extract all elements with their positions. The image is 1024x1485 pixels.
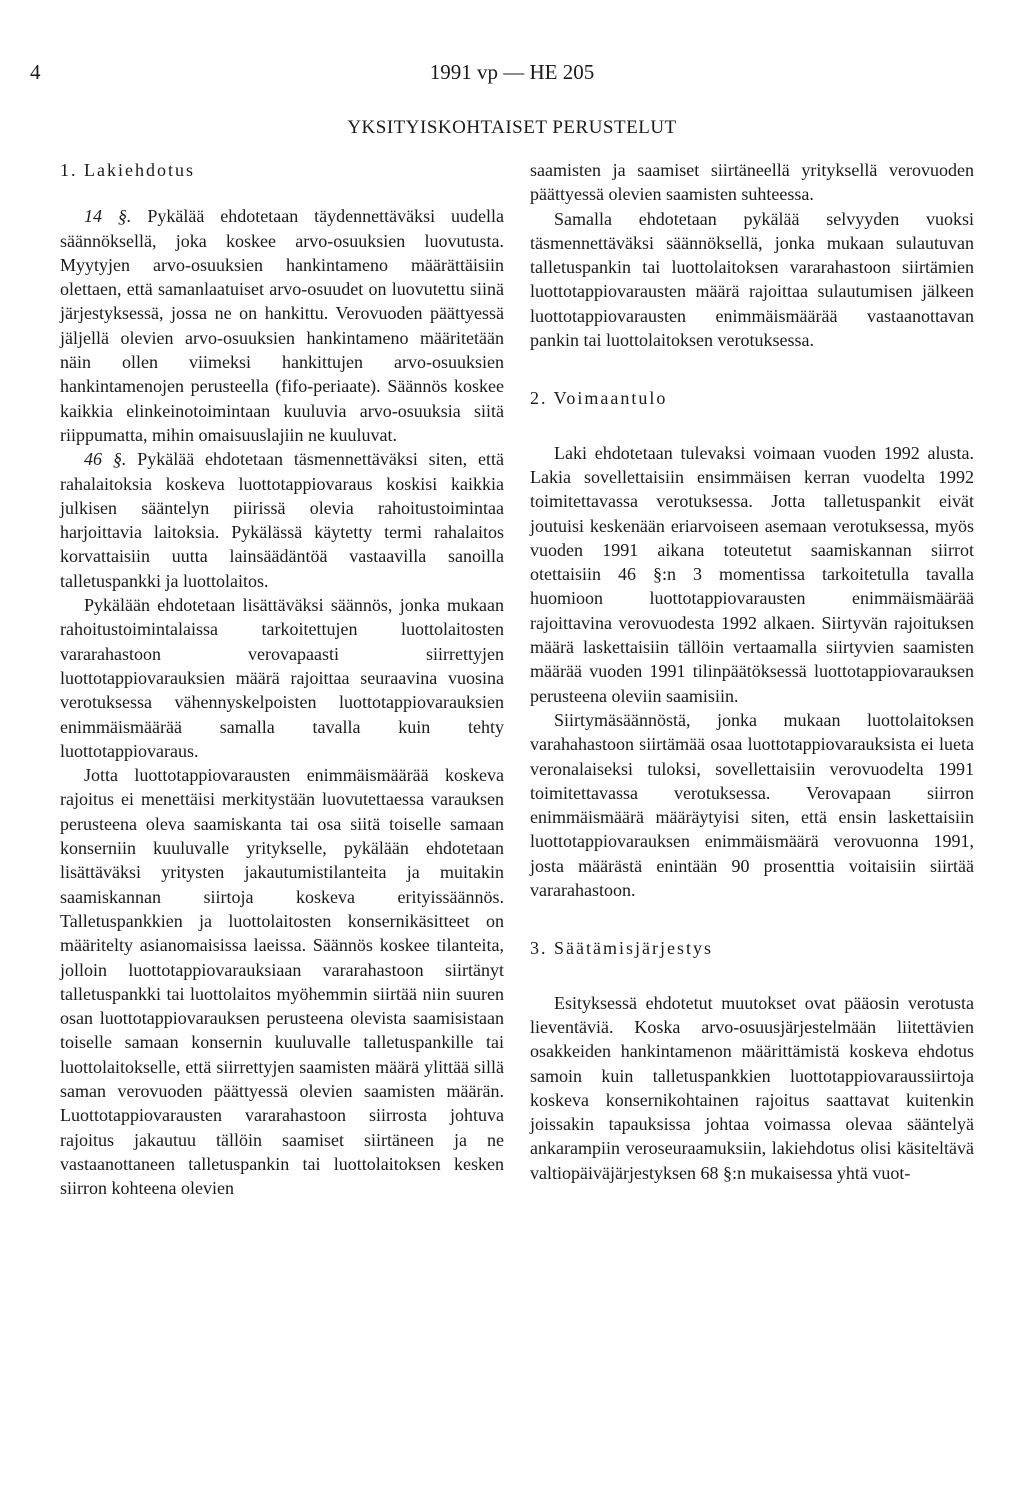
paragraph-continuation: saamisten ja saamiset siirtäneellä yrityksellä verovuoden päättyessä olevien saamisten suhteessa. [530,160,974,205]
heading-lakiehdotus: 1. Lakiehdotus [60,160,195,180]
right-column [530,158,974,1185]
heading-saatamisjarjestys: 3. Säätämisjärjestys [530,938,713,959]
running-head: 1991 vp — HE 205 [429,60,595,84]
heading-voimaantulo: 2. Voimaantulo [530,388,668,409]
left-column [60,158,504,1200]
paragraph-46-text: Pykälää ehdotetaan täsmennettäväksi siten, että rahalaitoksia koskeva luottotappiovaraus koskisi kaikkia julkisen sääntelyn piirissä olevia rahoitustoimintaa harjoittavia laitoksia. Pykälässä käytetty termi rahalaitos korvattaisiin uutta lainsäädäntöä vastaavilla sanoilla talletuspankki ja luottolaitos. [60,449,504,591]
paragraph-lisattavaksi: Pykälään ehdotetaan lisättäväksi säännös, jonka mukaan rahoitustoimintalaissa tarkoitettujen luottolaitosten vararahastoon verovapaasti siirrettyjen luottotappiovarauksien määrä rajoittaa seuraavina vuosina verotuksessa vähennyskelpoisten luottotappiovarauksien enimmäismäärää samalla tavalla kuin tehty luottotappiovaraus. [60,595,504,761]
paragraph-14-section [60,204,504,447]
section-mark-14: 14 §. [84,206,132,227]
paragraph-laki: Laki ehdotetaan tulevaksi voimaan vuoden 1992 alusta. Lakia sovellettaisiin ensimmäisen kerran vuodelta 1992 toimitettavassa verotuksessa. Jotta talletuspankit eivät joutuisi keskenään eriarvoiseen asemaan verotuksessa, myös vuoden 1991 aikana toteutetut saamiskannan siirrot otettaisiin 46 §:n 3 momentissa tarkoitetulla tavalla huomioon luottotappiovarausten enimmäismäärää rajoittavina verovuodesta 1992 alkaen. Siirtyvän rajoituksen määrä laskettaisiin tällöin vertaamalla siirtyvien saamisten määrää vuoden 1991 tilinpäätöksessä luottotappiovarauksen perusteena oleviin saamisiin. [530,442,974,706]
paragraph-jotta: Jotta luottotappiovarausten enimmäismäärää koskeva rajoitus ei menettäisi merkitystään luovutettaessa varauksen perusteena oleva saamiskanta tai osa siitä toiselle samaan konserniin kuuluvalle yritykselle, pykälään ehdotetaan lisättäväksi yritysten jakautumistilanteita ja muitakin saamiskannan siirtoja koskeva erityissäännös. Talletuspankkien ja luottolaitosten konsernikäsitteet on määritelty asianomaisissa laeissa. Säännös koskee tilanteita, jolloin luottotappiovarauksiaan vararahastoon siirtänyt talletuspankki tai luottolaitos myöhemmin siirtää niin suuren osan luottotappiovarauksen perusteena olevista saamisistaan toiselle samaan konsernin kuuluvalle talletuspankille tai luottolaitokselle, että siirrettyjen saamisten määrä ylittää sillä saman verovuoden päättyessä olevien saamisten määrän. Luottotappiovarausten vararahastoon siirrosta johtuva rajoitus jakautuu tällöin saamiset siirtäneen ja ne vastaanottaneen talletuspankin tai luottolaitoksen kesken siirron kohteena olevien [60,765,504,1199]
paragraph-14-text: Pykälää ehdotetaan täydennettäväksi uudella säännöksellä, joka koskee arvo-osuuksien luovutusta. Myytyjen arvo-osuuksien hankintameno määrättäisiin olettaen, että samanlaatuiset arvo-osuudet on luovutettu siinä järjestyksessä, jossa ne on hankittu. Verovuoden päättyessä jäljellä olevien arvo-osuuksien hankintameno määritetään näin ollen viimeksi hankittujen arvo-osuuksien hankintamenojen perusteella (fifo-periaate). Säännös koskee kaikkia elinkeinotoimintaan kuuluvia arvo-osuuksia siitä riippumatta, mihin omaisuuslajiin ne kuuluvat. [60,206,505,445]
section-title: YKSITYISKOHTAISET PERUSTELUT [347,117,677,138]
section-mark-46: 46 §. [84,449,127,470]
paragraph-46-section [60,447,504,593]
paragraph-esityksessa: Esityksessä ehdotetut muutokset ovat pääosin verotusta lieventäviä. Koska arvo-osuusjärjestelmään liitettävien osakkeiden hankintamenon määrittämistä koskeva ehdotus samoin kuin talletuspankkien luottotappiovaraussiirtoja koskeva konsernikohtainen rajoitus saattavat kuitenkin joissakin tapauksissa johtaa voimassa olevaa sääntelyä ankarampiin veroseuraamuksiin, lakiehdotus olisi käsiteltävä valtiopäiväjärjestyksen 68 §:n mukaisessa yhtä vuot- [530,992,974,1183]
paragraph-siirtymasaannos: Siirtymäsäännöstä, jonka mukaan luottolaitoksen varahahastoon siirtämää osaa luottotappiovarauksista ei lueta veronalaiseksi tuloksi, sovellettaisiin verovuodelta 1991 toimitettavassa verotuksessa. Verovapaan siirron enimmäismäärä määräytyisi siten, että ensin laskettaisiin luottotappiovarauksen enimmäismäärä verovuonna 1991, josta määrästä enintään 90 prosenttia voitaisiin siirtää vararahastoon. [530,709,974,901]
paragraph-samalla: Samalla ehdotetaan pykälää selvyyden vuoksi täsmennettäväksi säännöksellä, jonka mukaan sulautuvan talletuspankin tai luottolaitoksen vararahastoon siirtämien luottotappiovarausten määrä rajoittaa sulautumisen jälkeen luottotappiovarausten enimmäismäärää vastaanottavan pankin tai luottolaitoksen verotuksessa. [530,208,974,351]
page-number: 4 [30,60,41,84]
